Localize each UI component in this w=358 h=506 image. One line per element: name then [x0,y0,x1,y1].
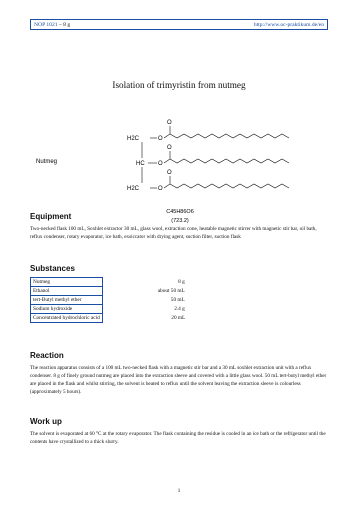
molar-mass: (723.2) [171,218,189,224]
substance-amount: 20 mL [171,315,186,321]
reaction-heading: Reaction [30,351,64,360]
substance-name[interactable]: Sodium hydroxide [31,305,103,314]
page-title: Isolation of trimyristin from nutmeg [112,80,246,90]
atom-hc: HC [136,161,145,167]
substance-amount: 8 g [178,279,185,285]
header-url-link[interactable]: http://www.oc-praktikum.de/en [253,21,324,28]
substances-heading: Substances [30,264,75,273]
substance-name[interactable]: Nutmeg [31,278,103,287]
substance-row [31,296,188,305]
substance-row [31,305,188,314]
substance-name[interactable]: tert-Butyl methyl ether [31,296,103,305]
header-code[interactable]: NOP 1021 [34,21,58,28]
page-number: 1 [177,488,181,494]
substance-name[interactable]: Ethanol [31,287,103,296]
substance-amount: 50 mL [170,297,185,303]
substance-amount: 2.4 g [174,306,185,312]
molecular-formula: C45H86O6 [166,209,194,215]
workup-text: The solvent is evaporated at 60 °C at the rotary evaporator. The flask containing the residue is cooled in an ice bath or the refrigerator until the contents have crystallized to a thick slurry. [30,431,326,445]
workup-heading: Work up [30,417,62,426]
atom-h2c-top: H2C [127,136,140,142]
atom-h2c-bottom: H2C [127,186,140,192]
substance-row [31,278,188,287]
atom-o-6: O [167,170,172,176]
atom-o-4: O [167,145,172,151]
page-header [30,19,328,30]
trimyristin-structure [30,110,330,230]
equipment-text: Two-necked flask 100 mL, Soxhlet extractor 30 mL, glass wool, extraction cone, heatable magnetic stirrer with magnetic stir bar, oil bath, reflux condenser, rotary evaporator, ice bath, exsiccator with drying agent, suction filter, suction flask [30,226,317,240]
atom-o-3: O [158,161,163,167]
source-label: Nutmeg [36,159,58,165]
substance-amount: about 50 mL [157,288,185,294]
substance-row [31,287,188,296]
atom-o-5: O [158,186,163,192]
substance-name[interactable]: Concentrated hydrochloric acid [31,314,103,323]
atom-o-2: O [167,120,172,126]
header-amount: – 8 g [58,21,71,28]
substances-table [30,277,188,323]
substance-row [31,314,188,323]
equipment-heading: Equipment [30,212,72,221]
header-left [34,22,70,28]
atom-o-1: O [158,136,163,142]
reaction-text: The reaction apparatus consists of a 100 mL two-necked flask with a magnetic stir bar and a 30 mL soxhlet extraction unit with a reflux condenser. 8 g of finely ground nutmeg are placed into the extraction sleeve and covered with a little glass wool. 50 mL tert-butyl methyl ether are placed in the flask and whilst stirring, the solvent is heated to reflux until the solvent leaving the extraction sleeve is colourless (approximately 5 hours). [30,365,327,395]
